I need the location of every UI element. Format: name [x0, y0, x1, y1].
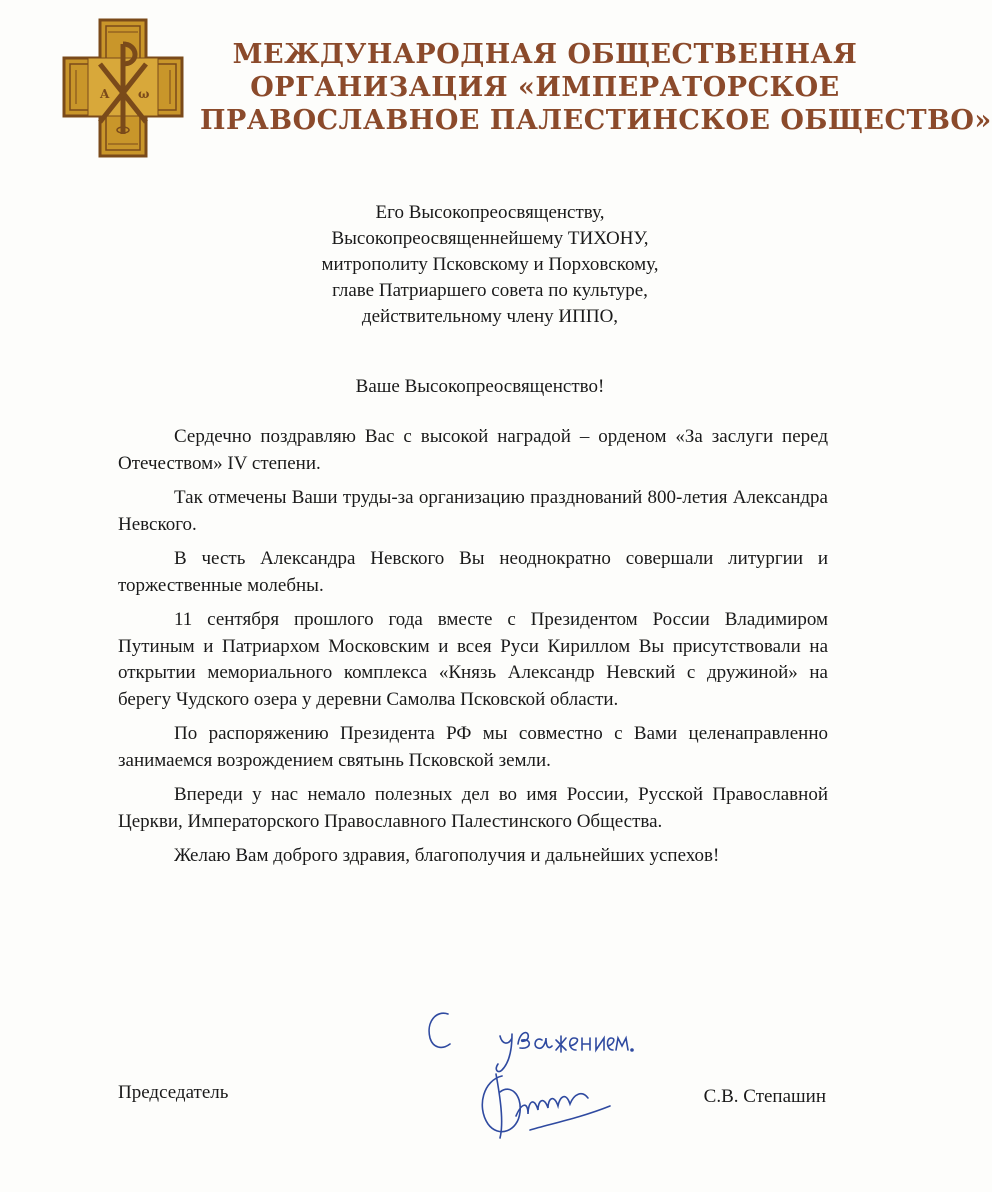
body-paragraph: Впереди у нас немало полезных дел во имя России, Русской Православной Церкви, Императорского Православного Палестинского Общества. — [118, 784, 828, 832]
body-paragraph: В честь Александра Невского Вы неоднократно совершали литургии и торжественные молебны. — [118, 548, 828, 596]
organization-name — [200, 38, 992, 137]
body-paragraph: Так отмечены Ваши труды-за организацию празднований 800-летия Александра Невского. — [118, 487, 828, 535]
body-paragraph: Сердечно поздравляю Вас с высокой наградой – орденом «За заслуги перед Отечеством» IV степени. — [118, 426, 828, 474]
addressee-line: Высокопреосвященнейшему ТИХОНУ, — [331, 228, 649, 249]
svg-text:ω: ω — [138, 87, 150, 101]
signatory-name: С.В. Степашин — [703, 1086, 826, 1107]
handwritten-signature — [470, 1066, 620, 1146]
org-name-line-2: ОРГАНИЗАЦИЯ «ИМПЕРАТОРСКОЕ — [250, 72, 840, 103]
addressee-line: действительному члену ИППО, — [361, 306, 619, 327]
body-paragraph: 11 сентября прошлого года вместе с Президентом России Владимиром Путиным и Патриархом Московским и всея Руси Кириллом Вы присутствовали на открытии мемориального комплекса «Князь Александр Невский с дружиной» на берегу Чудского озера у деревни Самолва Псковской области. — [118, 609, 828, 710]
body-paragraph: Желаю Вам доброго здравия, благополучия и дальнейших успехов! — [174, 845, 720, 866]
addressee-block — [230, 200, 750, 330]
salutation: Ваше Высокопреосвященство! — [355, 376, 605, 397]
signatory-title: Председатель — [118, 1082, 229, 1103]
addressee-line: митрополиту Псковскому и Порховскому, — [321, 254, 659, 275]
addressee-line: главе Патриаршего совета по культуре, — [332, 280, 648, 301]
addressee-line: Его Высокопреосвященству, — [375, 202, 605, 223]
svg-text:A: A — [100, 87, 110, 101]
letter-body — [118, 424, 828, 878]
body-paragraph: По распоряжению Президента РФ мы совместно с Вами целенаправленно занимаемся возрождением святынь Псковской земли. — [118, 723, 828, 771]
ippo-emblem-logo — [62, 18, 184, 158]
org-name-line-1: МЕЖДУНАРОДНАЯ ОБЩЕСТВЕННАЯ — [232, 39, 858, 70]
org-name-line-3: ПРАВОСЛАВНОЕ ПАЛЕСТИНСКОЕ ОБЩЕСТВО» — [200, 105, 992, 136]
